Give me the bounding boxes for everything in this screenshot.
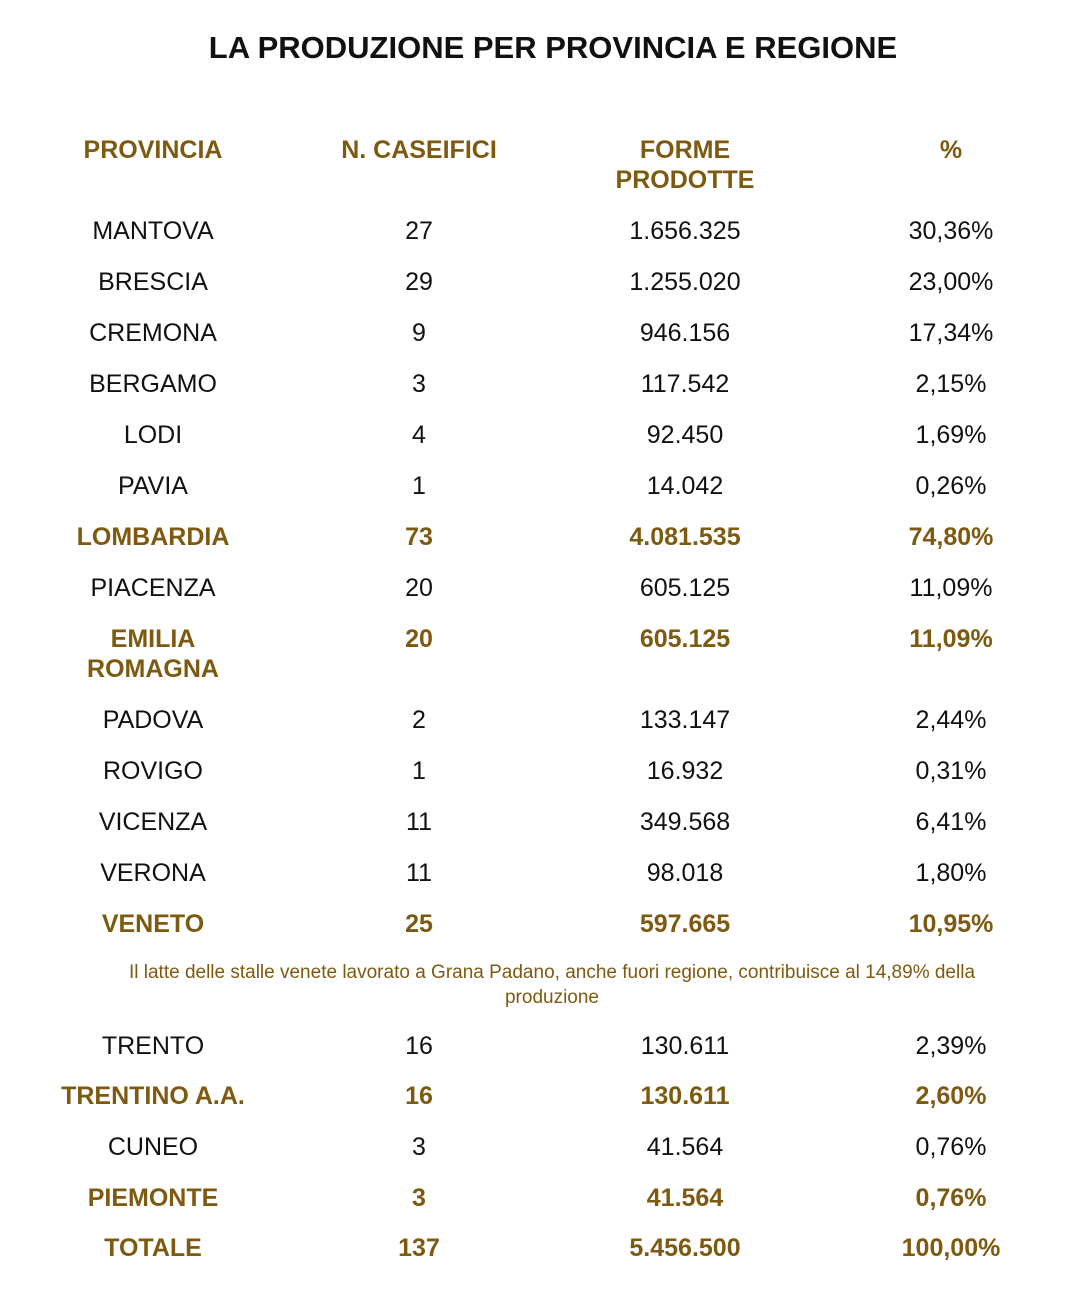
row-caseifici: 9 [412,319,426,347]
row-caseifici: 25 [405,910,433,938]
region-row [0,1183,1080,1227]
row-percent: 30,36% [908,217,994,245]
row-provincia: LODI [123,421,183,449]
table-row [0,1132,1080,1176]
row-caseifici: 73 [405,523,433,551]
row-percent: 74,80% [908,523,994,551]
row-caseifici: 3 [412,1133,426,1161]
row-forme: 14.042 [646,472,724,500]
row-provincia: VICENZA [98,808,208,836]
table-row [0,807,1080,851]
row-forme: 605.125 [639,574,731,602]
veneto-note [40,960,1064,1010]
row-caseifici: 137 [398,1234,440,1262]
row-percent: 100,00% [901,1234,1001,1262]
row-provincia-line1: EMILIA [110,625,196,653]
row-percent: 1,80% [915,859,987,887]
table-row [0,369,1080,413]
row-forme: 16.932 [646,757,724,785]
row-forme: 1.656.325 [629,217,741,245]
header-forme-line2: PRODOTTE [615,166,755,194]
row-percent: 2,15% [915,370,987,398]
table-row [0,705,1080,749]
row-percent: 0,31% [915,757,987,785]
row-percent: 6,41% [915,808,987,836]
table-row [0,420,1080,464]
row-caseifici: 20 [405,625,433,653]
row-forme: 130.611 [640,1082,730,1110]
region-row [0,1081,1080,1125]
row-caseifici: 16 [405,1082,433,1110]
row-percent: 0,76% [915,1184,987,1212]
row-provincia: PAVIA [118,472,188,500]
table-row [0,318,1080,362]
row-provincia: PADOVA [102,706,204,734]
table-header [0,135,1080,205]
row-caseifici: 1 [412,472,426,500]
row-percent: 17,34% [908,319,994,347]
row-caseifici: 2 [412,706,426,734]
row-forme: 4.081.535 [629,523,741,551]
table-row [0,573,1080,617]
table-row [0,216,1080,260]
row-caseifici: 11 [406,859,432,887]
row-percent: 11,09% [909,625,993,653]
region-row [0,522,1080,566]
veneto-note-line2: produzione [504,987,600,1008]
row-provincia [20,624,286,684]
row-provincia: VERONA [100,859,206,887]
row-provincia: BRESCIA [98,268,208,296]
row-forme: 349.568 [639,808,731,836]
row-caseifici: 29 [405,268,433,296]
total-row [0,1233,1080,1277]
row-forme: 41.564 [646,1184,724,1212]
row-provincia: TRENTINO A.A. [61,1082,245,1110]
header-forme-line1: FORME [639,136,731,164]
row-caseifici: 20 [405,574,433,602]
row-forme: 597.665 [639,910,731,938]
header-percent: % [939,136,963,164]
header-provincia: PROVINCIA [83,136,223,164]
row-provincia: LOMBARDIA [76,523,230,551]
row-forme: 41.564 [646,1133,724,1161]
row-caseifici: 3 [412,370,426,398]
row-forme: 92.450 [646,421,724,449]
row-caseifici: 1 [412,757,426,785]
row-forme: 605.125 [639,625,731,653]
row-caseifici: 4 [412,421,426,449]
row-provincia: TOTALE [104,1234,202,1262]
row-percent: 0,26% [915,472,987,500]
row-provincia: CUNEO [107,1133,199,1161]
row-forme: 946.156 [639,319,731,347]
row-percent: 23,00% [908,268,994,296]
row-percent: 1,69% [915,421,987,449]
row-percent: 0,76% [915,1133,987,1161]
row-percent: 2,44% [915,706,987,734]
row-caseifici: 3 [412,1184,426,1212]
row-forme: 133.147 [639,706,731,734]
row-provincia: TRENTO [101,1032,205,1060]
row-percent: 2,39% [915,1032,987,1060]
row-caseifici: 11 [406,808,432,836]
row-provincia-line2: ROMAGNA [87,655,219,683]
row-provincia: BERGAMO [89,370,217,398]
table-row [0,471,1080,515]
header-forme [552,135,818,195]
row-forme: 98.018 [646,859,724,887]
table-row [0,1031,1080,1075]
table-row [0,858,1080,902]
page-title: LA PRODUZIONE PER PROVINCIA E REGIONE [208,30,898,65]
row-provincia: MANTOVA [92,217,214,245]
header-caseifici: N. CASEIFICI [341,136,497,164]
row-provincia: ROVIGO [102,757,203,785]
row-percent: 11,09% [909,574,993,602]
row-provincia: VENETO [101,910,205,938]
row-forme: 1.255.020 [629,268,741,296]
row-forme: 130.611 [640,1032,730,1060]
row-forme: 117.542 [640,370,730,398]
row-caseifici: 16 [405,1032,433,1060]
region-row [0,909,1080,953]
row-provincia: CREMONA [89,319,217,347]
table-row [0,756,1080,800]
row-provincia: PIACENZA [90,574,216,602]
row-caseifici: 27 [405,217,433,245]
row-forme: 5.456.500 [629,1234,741,1262]
table-row [0,267,1080,311]
row-percent: 2,60% [915,1082,987,1110]
row-percent: 10,95% [908,910,994,938]
row-provincia: PIEMONTE [87,1184,219,1212]
region-row [0,624,1080,694]
veneto-note-line1: Il latte delle stalle venete lavorato a Grana Padano, anche fuori regione, contribuisce al 14,89% della [128,962,976,983]
